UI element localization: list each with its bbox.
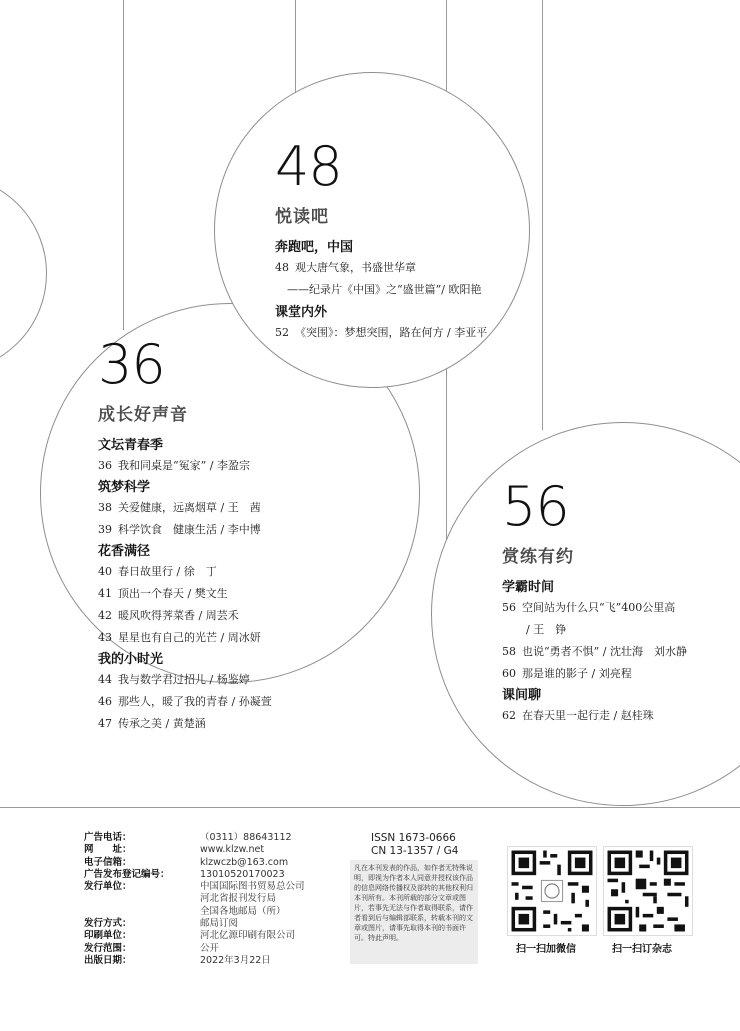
group-heading: 花香满径	[98, 544, 151, 559]
entry-title: 关爱健康，远离烟草 / 王 茜	[118, 501, 261, 514]
qr-code-wechat[interactable]	[507, 846, 597, 936]
info-label: 发行单位：	[84, 881, 132, 893]
entry-title: 顶出一个春天 / 樊文生	[118, 587, 228, 600]
info-value: 中国国际图书贸易总公司	[200, 881, 305, 893]
toc-entry[interactable]	[275, 322, 487, 344]
partial-circle-left	[0, 175, 47, 372]
toc-entry-continued[interactable]	[275, 279, 487, 301]
website-link[interactable]: www.klzw.net	[200, 844, 265, 856]
qr-code-icon	[508, 847, 596, 935]
info-label: 广告电话：	[84, 832, 132, 843]
info-label: 发行范围：	[84, 942, 132, 954]
entry-title: / 王 铮	[526, 623, 567, 636]
toc-entry[interactable]	[98, 561, 272, 583]
entry-title: 我与数学君过招儿 / 杨鉴婷	[118, 673, 250, 686]
info-row	[84, 893, 305, 905]
publication-info	[84, 832, 305, 967]
cn-number: CN 13-1357 / G4	[371, 845, 459, 857]
page-number: 48	[275, 261, 289, 274]
toc-entry[interactable]	[502, 663, 687, 685]
page-number: 39	[98, 523, 112, 536]
qr-caption-wechat: 扫一扫加微信	[516, 944, 576, 955]
toc-entry[interactable]	[98, 605, 272, 627]
toc-entry[interactable]	[98, 627, 272, 649]
info-row	[84, 955, 305, 967]
entry-title: 在春天里一起行走 / 赵桂珠	[522, 709, 654, 722]
page-number: 43	[98, 631, 112, 644]
section-number: 36	[98, 333, 165, 396]
group-heading: 学霸时间	[502, 580, 555, 595]
qr-caption-subscribe: 扫一扫订杂志	[612, 944, 672, 955]
info-value: 公开	[200, 942, 220, 954]
info-value: 河北亿源印刷有限公司	[200, 930, 296, 942]
entry-title: 那些人，暖了我的青春 / 孙凝萱	[118, 695, 272, 708]
entry-title: 《突围》：梦想突围，路在何方 / 李亚平	[295, 326, 488, 339]
group-heading: 筑梦科学	[98, 480, 151, 495]
section-title: 成长好声音	[98, 405, 188, 425]
entry-title: 我和同桌是“冤家” / 李盈宗	[118, 459, 250, 472]
page-number: 38	[98, 501, 112, 514]
email-link[interactable]: klzwczb@163.com	[200, 856, 289, 868]
entry-title: 暖风吹得荠菜香 / 周芸禾	[118, 609, 239, 622]
info-label: 广告发布登记编号：	[84, 868, 170, 880]
section-36	[98, 333, 272, 735]
copyright-notice: 凡在本刊发表的作品，如作者无特殊说明，即视为作者本人同意并授权该作品的信息网络传播权及部转的其他权利归本刊所有。本刊所载的部分文章或图片，若事先无法与作者取得联系，请作者看到后与编辑部联系，转载本刊的文章或图片，请事先取得本刊的书面许可。特此声明。	[350, 860, 478, 964]
toc-entry[interactable]	[98, 497, 272, 519]
toc-entry-continued[interactable]	[502, 619, 687, 641]
page-number: 42	[98, 609, 112, 622]
group-heading: 课间聊	[502, 688, 542, 703]
info-row	[84, 857, 305, 869]
page-number: 58	[502, 645, 516, 658]
section-56	[502, 475, 687, 727]
info-label: 电子信箱：	[84, 856, 132, 868]
info-value: （0311）88643112	[200, 832, 292, 843]
group-heading: 文坛青春季	[98, 438, 164, 453]
entry-title: 星星也有自己的光芒 / 周冰妍	[118, 631, 261, 644]
entry-title: ——纪录片《中国》之“盛世篇”/ 欧阳艳	[287, 283, 482, 296]
info-label: 发行方式：	[84, 918, 132, 930]
page-number: 40	[98, 565, 112, 578]
info-label: 网 址：	[84, 844, 132, 856]
group-heading: 我的小时光	[98, 652, 164, 667]
group-heading: 课堂内外	[275, 305, 328, 320]
toc-entry[interactable]	[502, 705, 687, 727]
info-row	[84, 844, 305, 856]
info-label: 出版日期：	[84, 954, 132, 966]
vertical-rule	[123, 0, 124, 330]
toc-entry[interactable]	[98, 519, 272, 541]
info-row	[84, 832, 305, 844]
info-value: 13010520170023	[200, 868, 285, 880]
issn: ISSN 1673-0666	[371, 832, 456, 844]
toc-entry[interactable]	[98, 669, 272, 691]
group-heading: 奔跑吧，中国	[275, 240, 354, 255]
toc-entry[interactable]	[502, 597, 687, 619]
info-value: 河北省报刊发行局	[200, 893, 277, 905]
entry-title: 也说“勇者不惧” / 沈壮海 刘水静	[522, 645, 687, 658]
section-title: 赏练有约	[502, 547, 574, 567]
info-row	[84, 881, 305, 893]
toc-entry[interactable]	[98, 583, 272, 605]
section-number: 48	[275, 135, 342, 198]
entry-title: 那是谁的影子 / 刘亮程	[522, 667, 632, 680]
page-number: 60	[502, 667, 516, 680]
info-value: 邮局订阅	[200, 918, 239, 930]
toc-entry[interactable]	[98, 713, 272, 735]
toc-entry[interactable]	[98, 691, 272, 713]
toc-entry[interactable]	[502, 641, 687, 663]
footer-divider	[0, 807, 740, 808]
page-number: 44	[98, 673, 112, 686]
toc-entry[interactable]	[98, 455, 272, 477]
qr-code-icon	[604, 847, 692, 935]
page-number: 47	[98, 717, 112, 730]
info-row	[84, 906, 305, 918]
toc-entry[interactable]	[275, 257, 487, 279]
page-number: 62	[502, 709, 516, 722]
info-row	[84, 930, 305, 942]
info-value: 2022年3月22日	[200, 954, 271, 966]
page-number: 36	[98, 459, 112, 472]
info-label: 印刷单位：	[84, 930, 132, 942]
entry-title: 观大唐气象，书盛世华章	[295, 261, 416, 274]
section-title: 悦读吧	[275, 207, 329, 227]
entry-title: 空间站为什么只“飞”400公里高	[522, 601, 676, 614]
info-value: 全国各地邮局（所）	[200, 905, 286, 917]
page-number: 56	[502, 601, 516, 614]
page-number: 41	[98, 587, 112, 600]
issn-block	[371, 832, 458, 858]
entry-title: 传承之美 / 黄楚涵	[118, 717, 206, 730]
section-48	[275, 135, 488, 344]
page-number: 46	[98, 695, 112, 708]
info-row	[84, 869, 305, 881]
info-row	[84, 943, 305, 955]
vertical-rule	[542, 0, 543, 430]
qr-code-subscribe[interactable]	[603, 846, 693, 936]
entry-title: 春日故里行 / 徐 丁	[118, 565, 217, 578]
page-number: 52	[275, 326, 289, 339]
section-number: 56	[502, 475, 569, 538]
info-row	[84, 918, 305, 930]
entry-title: 科学饮食 健康生活 / 李中博	[118, 523, 261, 536]
